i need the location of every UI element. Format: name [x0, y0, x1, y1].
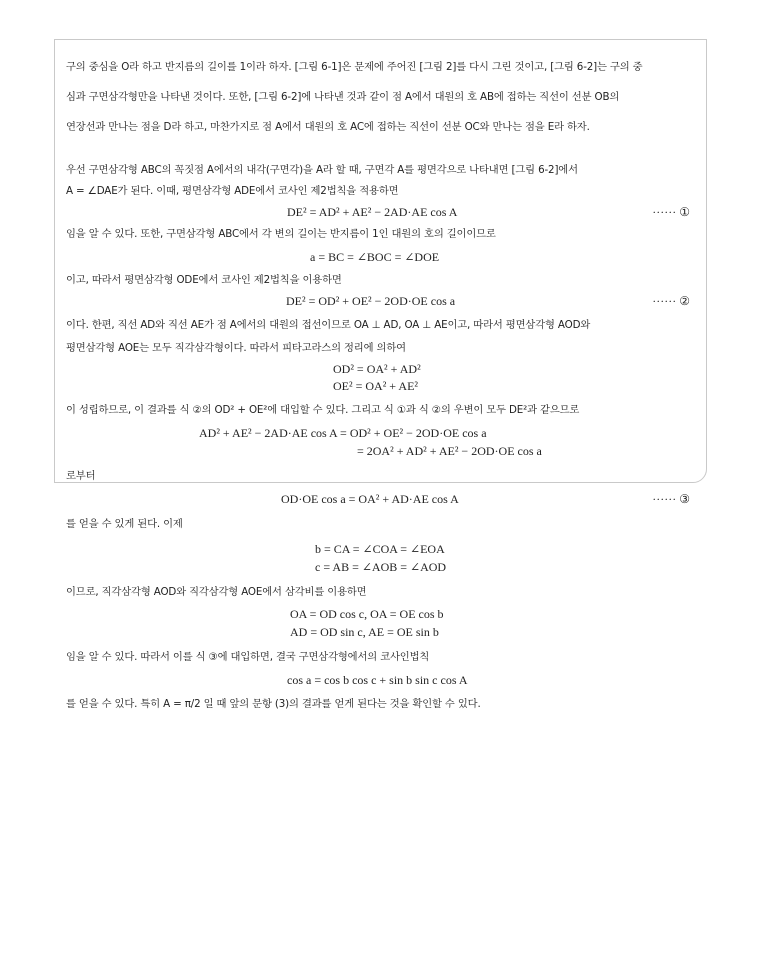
equation-2: a = BC = ∠BOC = ∠DOE: [310, 250, 440, 264]
equation-8b: AD = OD sin c, AE = OE sin b: [290, 625, 439, 639]
equation-4a: OD² = OA² + AD²: [333, 362, 421, 376]
paragraph-line-15: 를 얻을 수 있다. 특히 A = π/2 일 때 앞의 문항 (3)의 결과를 얻게 된다는 것을 확인할 수 있다.: [66, 698, 481, 710]
paragraph-line-12: 를 얻을 수 있게 된다. 이제: [66, 518, 183, 530]
equation-tag-1: ······ ①: [652, 205, 690, 219]
equation-5a: AD² + AE² − 2AD·AE cos A = OD² + OE² − 2OD·OE cos a: [199, 426, 487, 440]
equation-4b: OE² = OA² + AE²: [333, 379, 418, 393]
equation-6: OD·OE cos a = OA² + AD·AE cos A: [281, 492, 459, 506]
paragraph-line-8: 이다. 한편, 직선 AD와 직선 AE가 점 A에서의 대원의 접선이므로 OA ⊥ AD, OA ⊥ AE이고, 따라서 평면삼각형 AOD와: [66, 319, 591, 331]
equation-3: DE² = OD² + OE² − 2OD·OE cos a: [286, 294, 456, 308]
paragraph-line-1: 구의 중심을 O라 하고 반지름의 길이를 1이라 하자. [그림 6-1]은 문제에 주어진 [그림 2]를 다시 그린 것이고, [그림 6-2]는 구의 중: [66, 61, 643, 73]
paragraph-line-3: 연장선과 만나는 점을 D라 하고, 마찬가지로 점 A에서 대원의 호 AC에 접하는 직선이 선분 OC와 만나는 점을 E라 하자.: [66, 121, 590, 133]
paragraph-line-14: 임을 알 수 있다. 따라서 이를 식 ③에 대입하면, 결국 구면삼각형에서의 코사인법칙: [66, 651, 430, 663]
equation-9: cos a = cos b cos c + sin b sin c cos A: [287, 673, 468, 687]
paragraph-line-11: 로부터: [66, 470, 96, 482]
paragraph-line-9: 평면삼각형 AOE는 모두 직각삼각형이다. 따라서 피타고라스의 정리에 의하여: [66, 342, 406, 354]
equation-5b: = 2OA² + AD² + AE² − 2OD·OE cos a: [357, 444, 542, 458]
equation-tag-3: ······ ③: [652, 492, 690, 506]
paragraph-line-2: 심과 구면삼각형만을 나타낸 것이다. 또한, [그림 6-2]에 나타낸 것과 같이 점 A에서 대원의 호 AB에 접하는 직선이 선분 OB의: [66, 91, 620, 103]
paragraph-line-6: 임을 알 수 있다. 또한, 구면삼각형 ABC에서 각 변의 길이는 반지름이 1인 대원의 호의 길이이므로: [66, 228, 496, 240]
equation-1: DE² = AD² + AE² − 2AD·AE cos A: [287, 205, 458, 219]
equation-tag-2: ······ ②: [652, 294, 690, 308]
paragraph-line-4: 우선 구면삼각형 ABC의 꼭짓점 A에서의 내각(구면각)을 A라 할 때, 구면각 A를 평면각으로 나타내면 [그림 6-2]에서: [66, 164, 578, 176]
paragraph-line-7: 이고, 따라서 평면삼각형 ODE에서 코사인 제2법칙을 이용하면: [66, 274, 342, 286]
equation-7a: b = CA = ∠COA = ∠EOA: [315, 542, 445, 556]
paragraph-line-10: 이 성립하므로, 이 결과를 식 ②의 OD² + OE²에 대입할 수 있다. 그리고 식 ①과 식 ②의 우변이 모두 DE²과 같으므로: [66, 404, 580, 416]
paragraph-line-13: 이므로, 직각삼각형 AOD와 직각삼각형 AOE에서 삼각비를 이용하면: [66, 586, 367, 598]
equation-8a: OA = OD cos c, OA = OE cos b: [290, 607, 444, 621]
paragraph-line-5: A = ∠DAE가 된다. 이때, 평면삼각형 ADE에서 코사인 제2법칙을 적용하면: [66, 185, 399, 197]
equation-7b: c = AB = ∠AOB = ∠AOD: [315, 560, 447, 574]
